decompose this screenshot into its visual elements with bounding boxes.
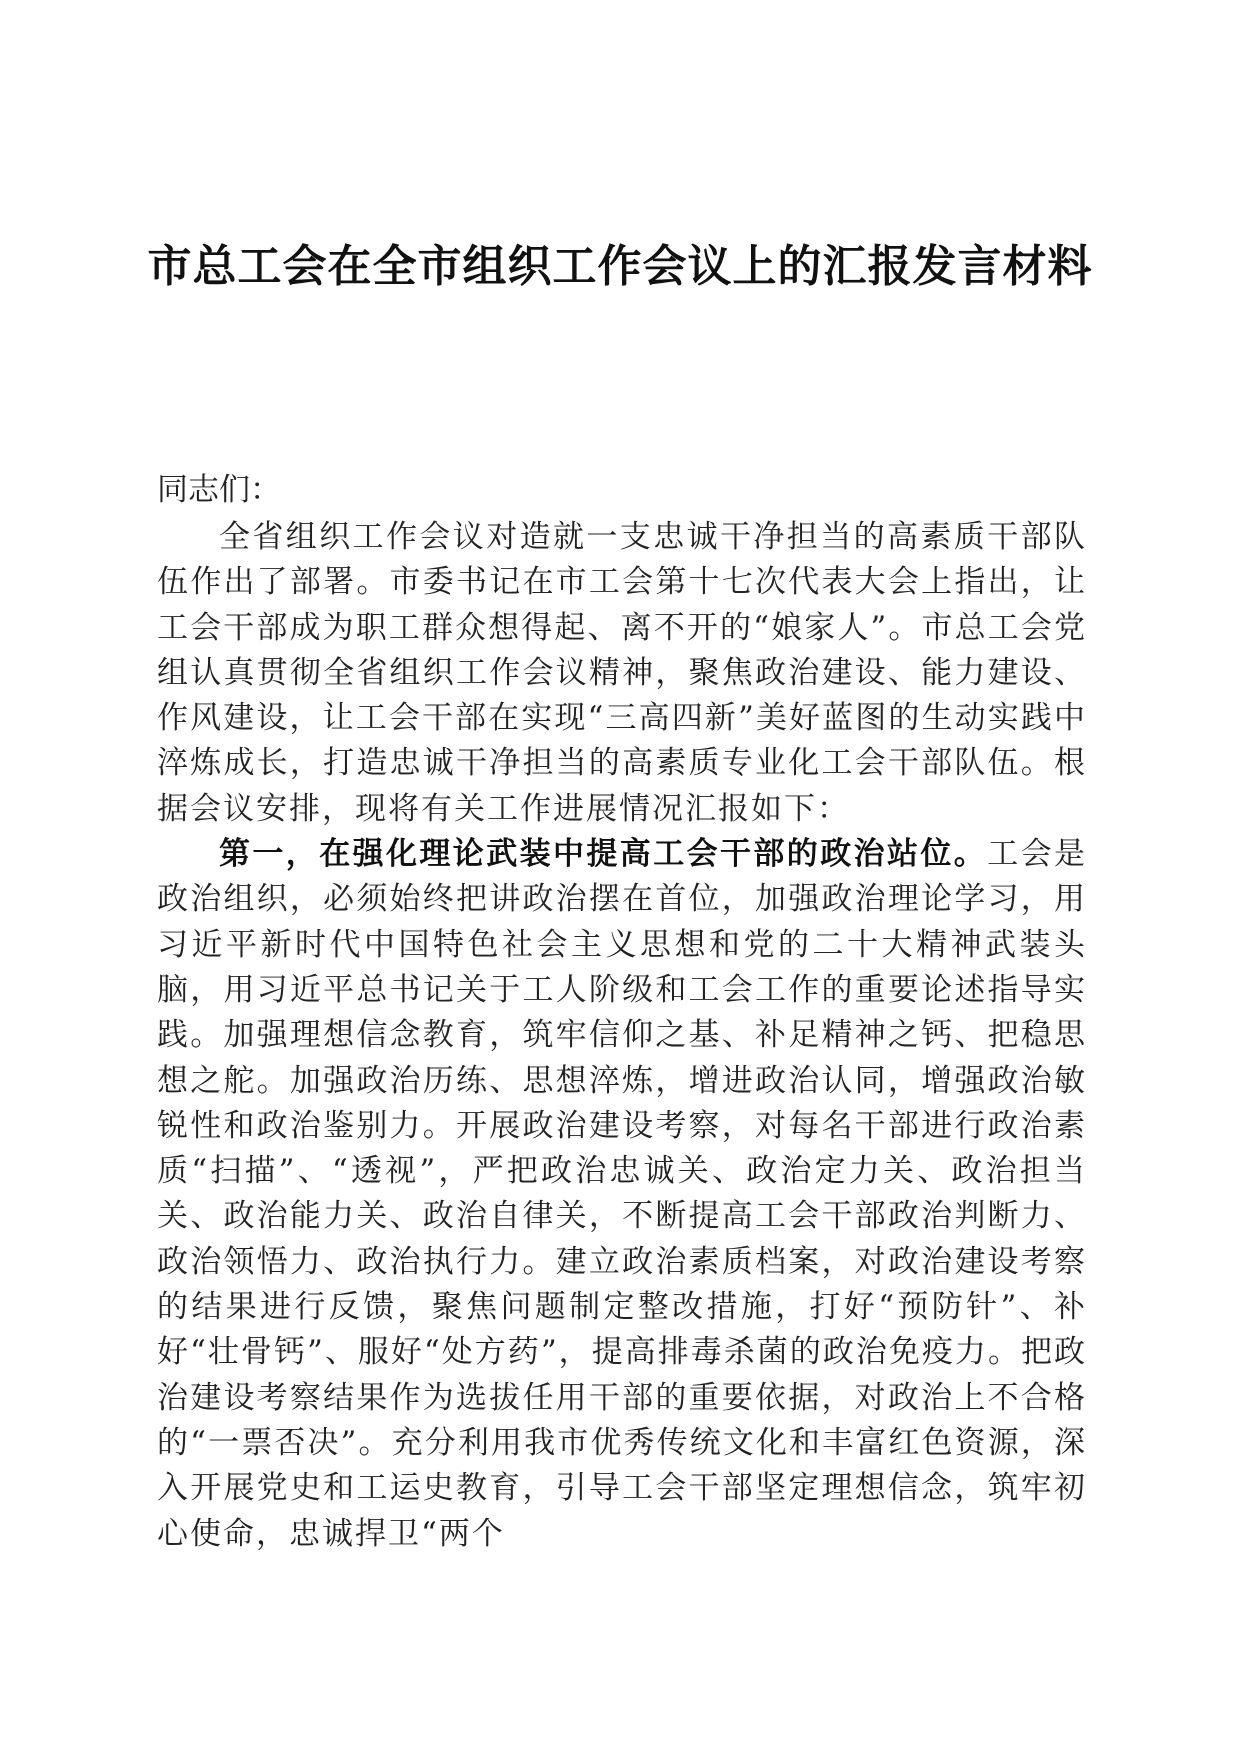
paragraph-section-1 [157,832,1087,1557]
document-title: 市总工会在全市组织工作会议上的汇报发言材料 [147,241,1093,292]
paragraph-intro-text: 全省组织工作会议对造就一支忠诚干净担当的高素质干部队伍作出了部署。市委书记在市工会第十七次代表大会上指出，让工会干部成为职工群众想得起、离不开的“娘家人”。市总工会党组认真贯彻全省组织工作会议精神，聚焦政治建设、能力建设、作风建设，让工会干部在实现“三高四新”美好蓝图的生动实践中淬炼成长，打造忠诚干净担当的高素质专业化工会干部队伍。根据会议安排，现将有关工作进展情况汇报如下： [157,519,1087,827]
section-1-text: 工会是政治组织，必须始终把讲政治摆在首位，加强政治理论学习，用习近平新时代中国特色社会主义思想和党的二十大精神武装头脑，用习近平总书记关于工人阶级和工会工作的重要论述指导实践。加强理想信念教育，筑牢信仰之基、补足精神之钙、把稳思想之舵。加强政治历练、思想淬炼，增进政治认同，增强政治敏锐性和政治鉴别力。开展政治建设考察，对每名干部进行政治素质“扫描”、“透视”，严把政治忠诚关、政治定力关、政治担当关、政治能力关、政治自律关，不断提高工会干部政治判断力、政治领悟力、政治执行力。建立政治素质档案，对政治建设考察的结果进行反馈，聚焦问题制定整改措施，打好“预防针”、补好“壮骨钙”、服好“处方药”，提高排毒杀菌的政治免疫力。把政治建设考察结果作为选拔任用干部的重要依据，对政治上不合格的“一票否决”。充分利用我市优秀传统文化和丰富红色资源，深入开展党史和工运史教育，引导工会干部坚定理想信念，筑牢初心使命，忠诚捍卫“两个 [157,836,1088,1552]
paragraph-intro [157,515,1087,832]
document-body [157,515,1087,1557]
salutation: 同志们： [157,472,281,508]
section-1-heading: 第一，在强化理论武装中提高工会干部的政治站位。 [219,836,988,873]
